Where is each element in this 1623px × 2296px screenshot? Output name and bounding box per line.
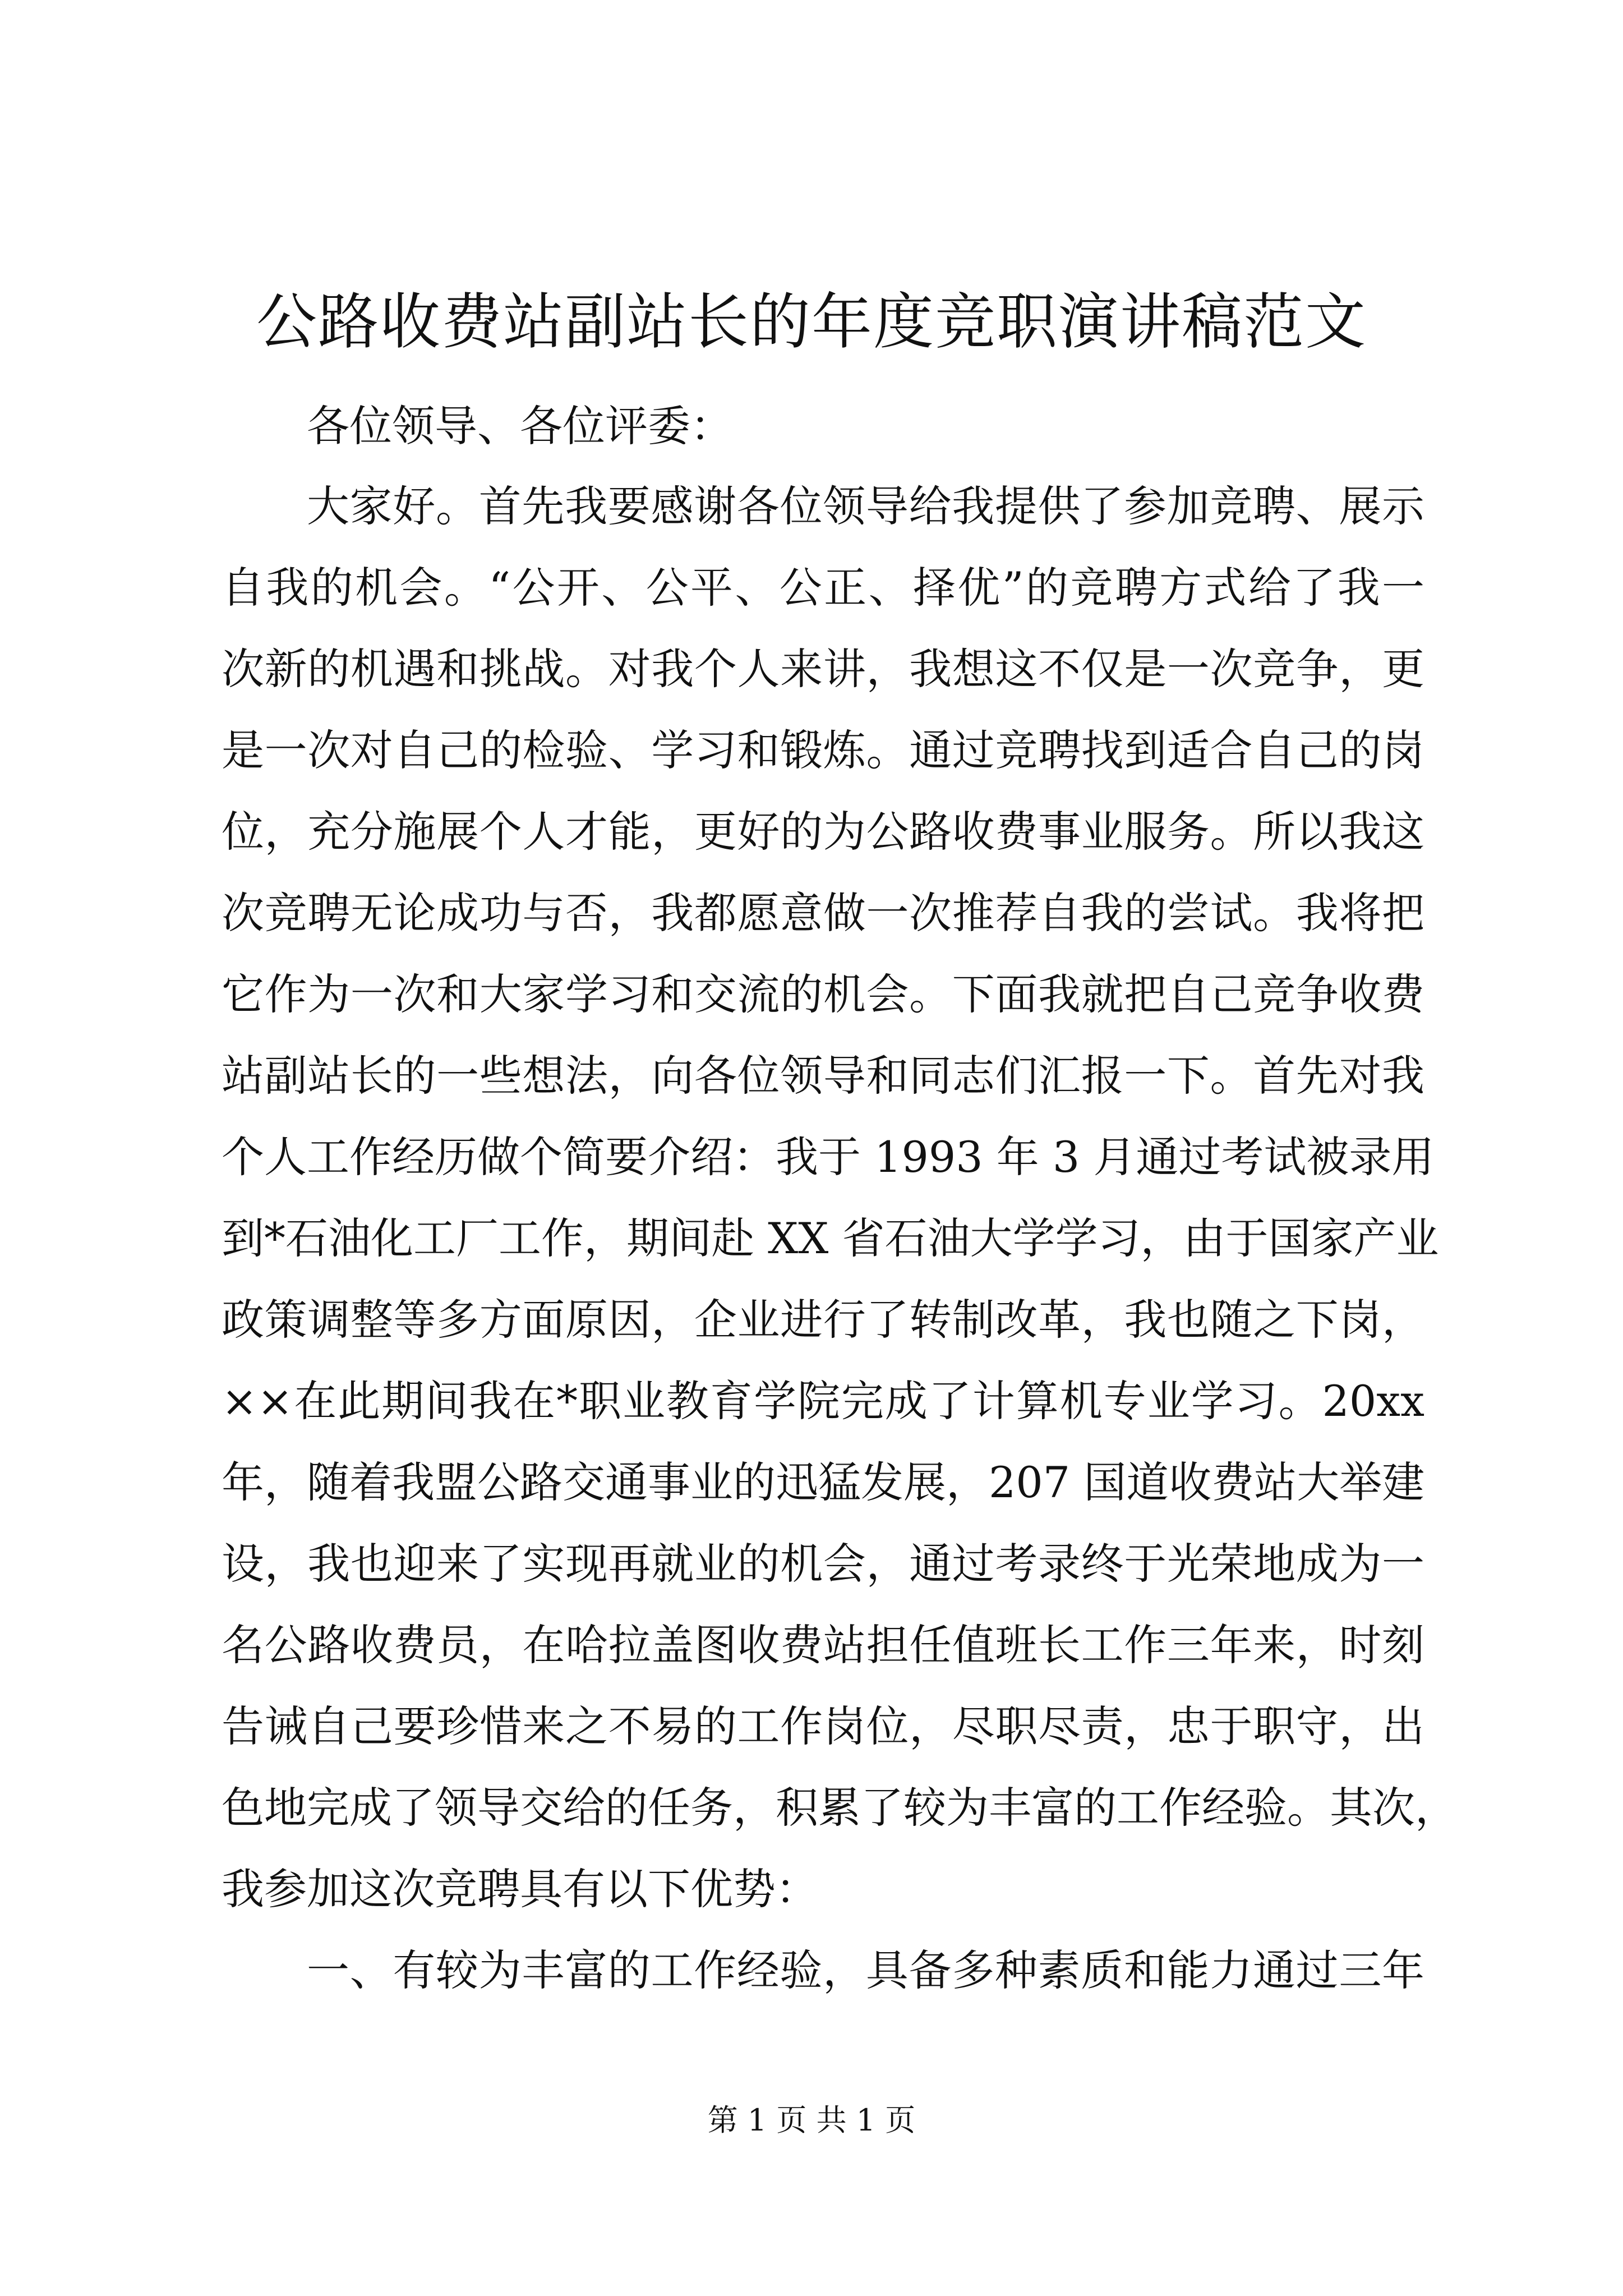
paragraph-line: 大家好。首先我要感谢各位领导给我提供了参加竞聘、展示 <box>307 481 1424 531</box>
page-footer: 第 1 页 共 1 页 <box>707 2102 916 2138</box>
paragraph-line: 次竞聘无论成功与否，我都愿意做一次推荐自我的尝试。我将把 <box>222 888 1424 938</box>
paragraph-line: 色地完成了领导交给的任务，积累了较为丰富的工作经验。其次， <box>222 1783 1458 1833</box>
paragraph-line: 到*石油化工厂工作，期间赴 XX 省石油大学学习，由于国家产业 <box>222 1213 1439 1263</box>
document-body <box>222 387 1458 2011</box>
paragraph-line: 政策调整等多方面原因，企业进行了转制改革，我也随之下岗， <box>222 1295 1424 1345</box>
paragraph-line: 位，充分施展个人才能，更好的为公路收费事业服务。所以我这 <box>222 807 1424 857</box>
document-title: 公路收费站副站长的年度竞职演讲稿范文 <box>256 287 1367 357</box>
paragraph-line: 个人工作经历做个简要介绍：我于 1993 年 3 月通过考试被录用 <box>222 1132 1435 1182</box>
paragraph-line: 自我的机会。“公开、公平、公正、择优”的竞聘方式给了我一 <box>222 563 1424 613</box>
paragraph-line: 站副站长的一些想法，向各位领导和同志们汇报一下。首先对我 <box>222 1051 1424 1101</box>
paragraph-line: 设，我也迎来了实现再就业的机会，通过考录终于光荣地成为一 <box>222 1539 1424 1589</box>
paragraph-line: 年，随着我盟公路交通事业的迅猛发展，207 国道收费站大举建 <box>222 1457 1425 1507</box>
paragraph-line: 次新的机遇和挑战。对我个人来讲，我想这不仅是一次竞争，更 <box>222 644 1424 694</box>
point-one-line: 一、有较为丰富的工作经验，具备多种素质和能力通过三年 <box>307 1945 1424 1995</box>
paragraph-line: 名公路收费员，在哈拉盖图收费站担任值班长工作三年来，时刻 <box>222 1620 1424 1670</box>
greeting-line: 各位领导、各位评委： <box>307 401 733 451</box>
paragraph-line: 告诫自己要珍惜来之不易的工作岗位，尽职尽责，忠于职守，出 <box>222 1701 1424 1751</box>
paragraph-line: 是一次对自己的检验、学习和锻炼。通过竞聘找到适合自己的岗 <box>222 725 1424 775</box>
paragraph-line: 我参加这次竞聘具有以下优势： <box>222 1864 818 1914</box>
paragraph-line: ××在此期间我在*职业教育学院完成了计算机专业学习。20xx <box>222 1376 1424 1426</box>
paragraph-line: 它作为一次和大家学习和交流的机会。下面我就把自己竞争收费 <box>222 969 1424 1019</box>
